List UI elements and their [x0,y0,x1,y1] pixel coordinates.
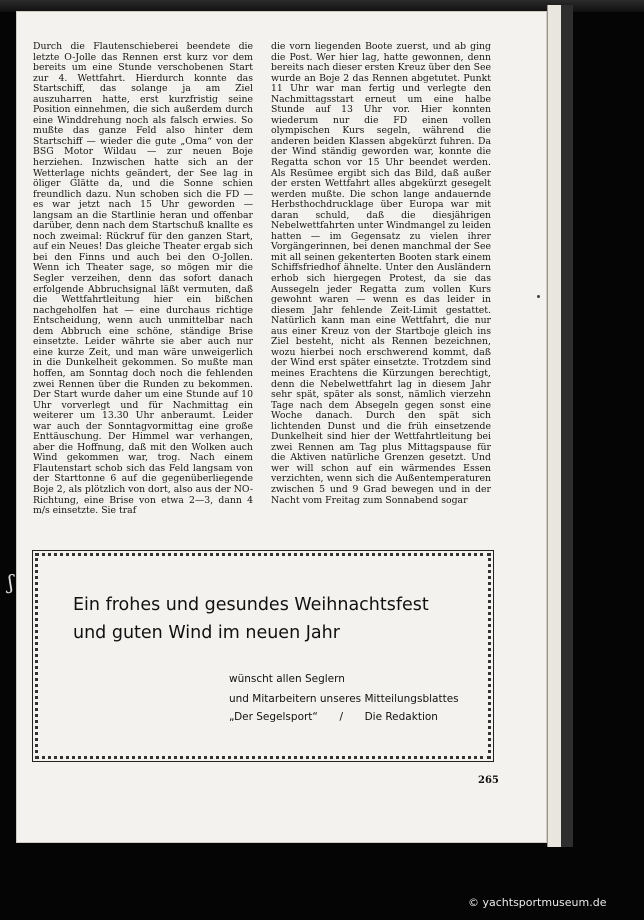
greeting-subtitle: wünscht allen Seglern und Mitarbeitern unseres Mitteilungsblattes [229,673,459,705]
scan-speck [537,295,540,298]
greeting-title: Ein frohes und gesundes Weihnachtsfest und guten Wind im neuen Jahr [73,595,429,643]
greeting-signature [229,711,438,723]
signature-magazine: „Der Segelsport“ [229,711,318,723]
page-number: 265 [478,775,499,786]
article-right-column: die vorn liegenden Boote zuerst, und ab ging die Post. Wer hier lag, hatte gewonnen, denn bereits nach dieser ersten Kreuz über den See wurde an Boje 2 das Rennen abgetutet. Punkt 11 Uhr war man fertig und verlegte den Nachmittagsstart erneut um eine halbe Stunde auf 13 Uhr vor. Hier konnten wiederum nur die FD einen vollen olympischen Kurs segeln, während die anderen beiden Klassen abgekürzt fuhren. Da der Wind ständig geworden war, konnte die Regatta schon vor 15 Uhr beendet werden. Als Resümee ergibt sich das Bild, daß außer der ersten Wettfahrt alles abgekürzt gesegelt werden mußte. Die schon lange andauernde Herbsthochdrucklage über Europa war mit daran schuld, daß die diesjährigen Nebelwettfahrten unter Windmangel zu leiden hatten — im Gegensatz zu vielen ihrer Vorgängerinnen, bei denen manchmal der See mit all seinen gekenterten Booten stark einem Schiffsfriedhof ähnelte. Unter den Ausländern erhob sich hiergegen Protest, da sie das Aussegeln jeder Regatta zum vollen Kurs gewohnt waren — wenn es das leider in diesem Jahr fehlende Zeit-Limit gestattet. Natürlich kann man eine Wettfahrt, die nur aus einer Kreuz von der Startboje gleich ins Ziel besteht, nicht als Rennen bezeichnen, wozu hierbei noch erschwerend kommt, daß der Wind erst später einsetzte. Trotzdem sind meines Erachtens die Kürzungen berechtigt, denn die Nebelwettfahrt lag in diesem Jahr sehr spät, später als sonst, nämlich vierzehn Tage nach dem Absegeln gegen sonst eine Woche danach. Durch den spät sich lichtenden Dunst und die früh einsetzende Dunkelheit sind hier der Wettfahrtleitung bei zwei Rennen am Tag plus Mittagspause für die Aktiven natürliche Grenzen gesetzt. Und wer will schon auf ein wärmendes Essen verzichten, wenn sich die Außentemperaturen zwischen 5 und 9 Grad bewegen und in der Nacht vom Freitag zum Sonnabend sogar [271,41,491,506]
copyright-notice: © yachtsportmuseum.de [468,896,607,909]
page-shadow [561,5,573,847]
signature-separator: / [339,711,343,723]
article-left-column: Durch die Flautenschieberei beendete die letzte O-Jolle das Rennen erst kurz vor dem bereits um eine Stunde verschobenen Start zur 4. Wettfahrt. Hierdurch konnte das Startschiff, das solange ja am Ziel auszuharren hatte, erst kurzfristig seine Position einnehmen, die sich außerdem durch eine Winddrehung noch als falsch erwies. So mußte das ganze Feld also hinter dem Startschiff — wieder die gute „Oma“ von der BSG Motor Wildau — zur neuen Boje herziehen. Inzwischen hatte sich an der Wetterlage nichts geändert, der See lag in öliger Glätte da, und die Sonne schien freundlich dazu. Nun schoben sich die FD — es war jetzt nach 15 Uhr geworden — langsam an die Startlinie heran und offenbar darüber, denn nach dem Startschuß knallte es noch zweimal: Rückruf für den ganzen Start, auf ein Neues! Das gleiche Theater ergab sich bei den Finns und auch bei den O-Jollen. Wenn ich Theater sage, so mögen mir die Segler verzeihen, denn das sofort danach erfolgende Abbruchsignal läßt vermuten, daß die Wettfahrtleitung hier ein bißchen nachgeholfen hat — eine durchaus richtige Entscheidung, wenn auch unmittelbar nach dem Abbruch eine schöne, ständige Brise einsetzte. Leider währte sie aber auch nur eine kurze Zeit, und man wäre unweigerlich in die Dunkelheit gekommen. So mußte man hoffen, am Sonntag doch noch die fehlenden zwei Rennen über die Runden zu bekommen. Der Start wurde daher um eine Stunde auf 10 Uhr vorverlegt und für Nachmittag ein weiterer um 13.30 Uhr anberaumt. Leider war auch der Sonntagvormittag eine große Enttäuschung. Der Himmel war verhangen, aber die Hoffnung, daß mit den Wolken auch Wind gekommen war, trog. Nach einem Flautenstart schob sich das Feld langsam von der Starttonne 6 auf die gegenüberliegende Boje 2, als plötzlich von dort, also aus der NO-Richtung, eine Brise von etwa 2—3, dann 4 m/s einsetzte. Sie traf [33,41,253,517]
hook-icon: ʃ [8,570,14,594]
christmas-greeting-box [32,550,494,762]
decorative-border [35,553,491,759]
signature-editorial: Die Redaktion [364,711,438,723]
page-edge [547,5,562,847]
